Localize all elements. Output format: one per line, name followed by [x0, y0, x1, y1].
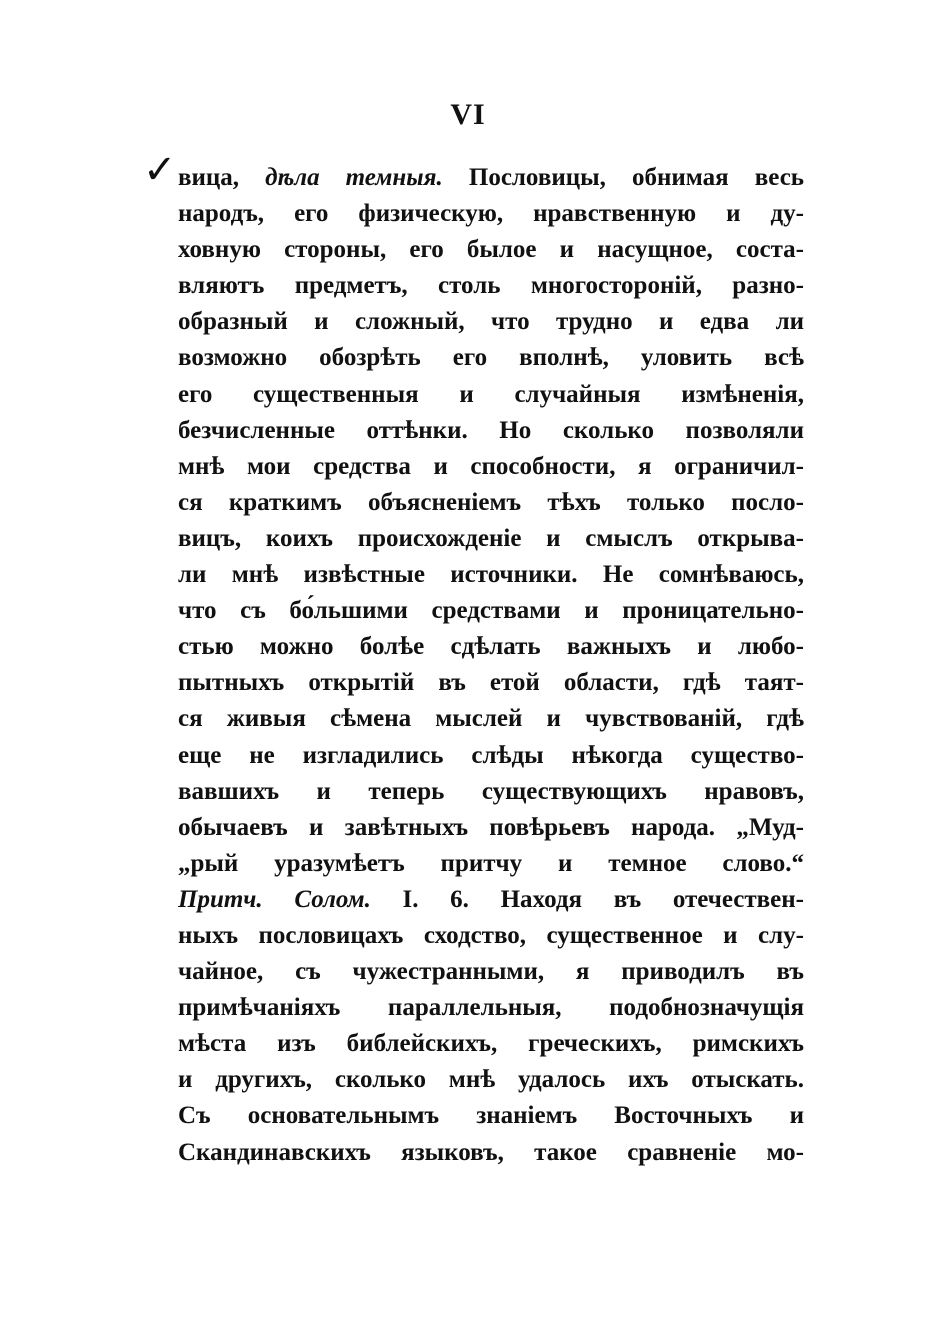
text-span: еще не изгладились слѣды нѣкогда существо- [178, 741, 804, 769]
text-span: Скандинавскихъ языковъ, такое сравненiе мо- [178, 1138, 804, 1166]
text-span: „рый уразумѣетъ притчу и темное слово.“ [178, 849, 804, 877]
body-text [178, 160, 804, 1171]
text-line [178, 810, 804, 846]
text-span: ховную стороны, его былое и насущное, соста- [178, 236, 804, 264]
text-span: что съ бо́льшими средствами и проницательно- [178, 597, 804, 625]
text-span: его существенныя и случайныя измѣненiя, [178, 380, 804, 408]
text-span: ся живыя сѣмена мыслей и чувствованiй, гдѣ [178, 705, 804, 733]
text-line [178, 521, 804, 557]
text-line [178, 701, 804, 737]
text-span: Пословицы, обнимая весь [442, 164, 805, 191]
text-line [178, 485, 804, 521]
text-line [178, 990, 804, 1026]
text-span: и другихъ, сколько мнѣ удалось ихъ отыскать. [178, 1066, 804, 1094]
text-line [178, 557, 804, 593]
text-line [178, 593, 804, 629]
text-line [178, 1062, 804, 1098]
text-span: обычаевъ и завѣтныхъ повѣрьевъ народа. „Муд- [178, 813, 804, 841]
text-span: мнѣ мои средства и способности, я ограничил- [178, 452, 804, 480]
text-span: безчисленные оттѣнки. Но сколько позволяли [178, 416, 804, 444]
text-line [178, 665, 804, 701]
text-span: вавшихъ и теперь существующихъ нравовъ, [178, 777, 804, 805]
text-span: народъ, его физическую, нравственную и ду- [178, 200, 804, 228]
text-span: примѣчанiяхъ параллельныя, подобнозначущiя [178, 994, 804, 1022]
text-span: вляютъ предметъ, столь многосторонiй, разно- [178, 272, 804, 300]
text-span: вицъ, коихъ происхожденiе и смыслъ открыва- [178, 524, 804, 552]
text-line [178, 268, 804, 304]
italic-span: дѣла темныя. [265, 164, 443, 191]
text-line [178, 918, 804, 954]
text-line [178, 413, 804, 449]
text-line [178, 196, 804, 232]
text-span: I. 6. Находя въ отечествен- [370, 885, 804, 913]
text-line [178, 304, 804, 340]
text-line [178, 160, 804, 196]
text-line [178, 340, 804, 376]
page-number: VI [450, 98, 486, 131]
text-span: стью можно болѣе сдѣлать важныхъ и любо- [178, 633, 804, 661]
text-span: Съ основательнымъ знанiемъ Восточныхъ и [178, 1102, 804, 1130]
text-line [178, 1098, 804, 1134]
text-span: мѣста изъ библейскихъ, греческихъ, римскихъ [178, 1030, 804, 1058]
text-line [178, 449, 804, 485]
text-span: образный и сложный, что трудно и едва ли [178, 308, 804, 336]
text-span: возможно обозрѣть его вполнѣ, уловить всѣ [178, 344, 804, 372]
text-line [178, 846, 804, 882]
text-span: ли мнѣ извѣстные источники. Не сомнѣваюсь, [178, 561, 804, 589]
text-span: ся краткимъ объясненiемъ тѣхъ только посло- [178, 488, 804, 516]
text-span: пытныхъ открытiй въ етой области, гдѣ таят- [178, 669, 804, 697]
text-span: чайное, съ чужестранными, я приводилъ въ [178, 958, 804, 986]
text-line [178, 774, 804, 810]
text-line [178, 954, 804, 990]
text-line [178, 882, 804, 918]
text-line [178, 1026, 804, 1062]
text-line [178, 629, 804, 665]
italic-span: Притч. Солом. [178, 885, 371, 913]
text-line [178, 1135, 804, 1171]
text-span: вица, [178, 164, 266, 191]
text-span: ныхъ пословицахъ сходство, существенное и слу- [178, 921, 804, 949]
check-mark-icon: ✓ [143, 147, 177, 193]
text-line [178, 738, 804, 774]
text-line [178, 232, 804, 268]
text-line [178, 377, 804, 413]
